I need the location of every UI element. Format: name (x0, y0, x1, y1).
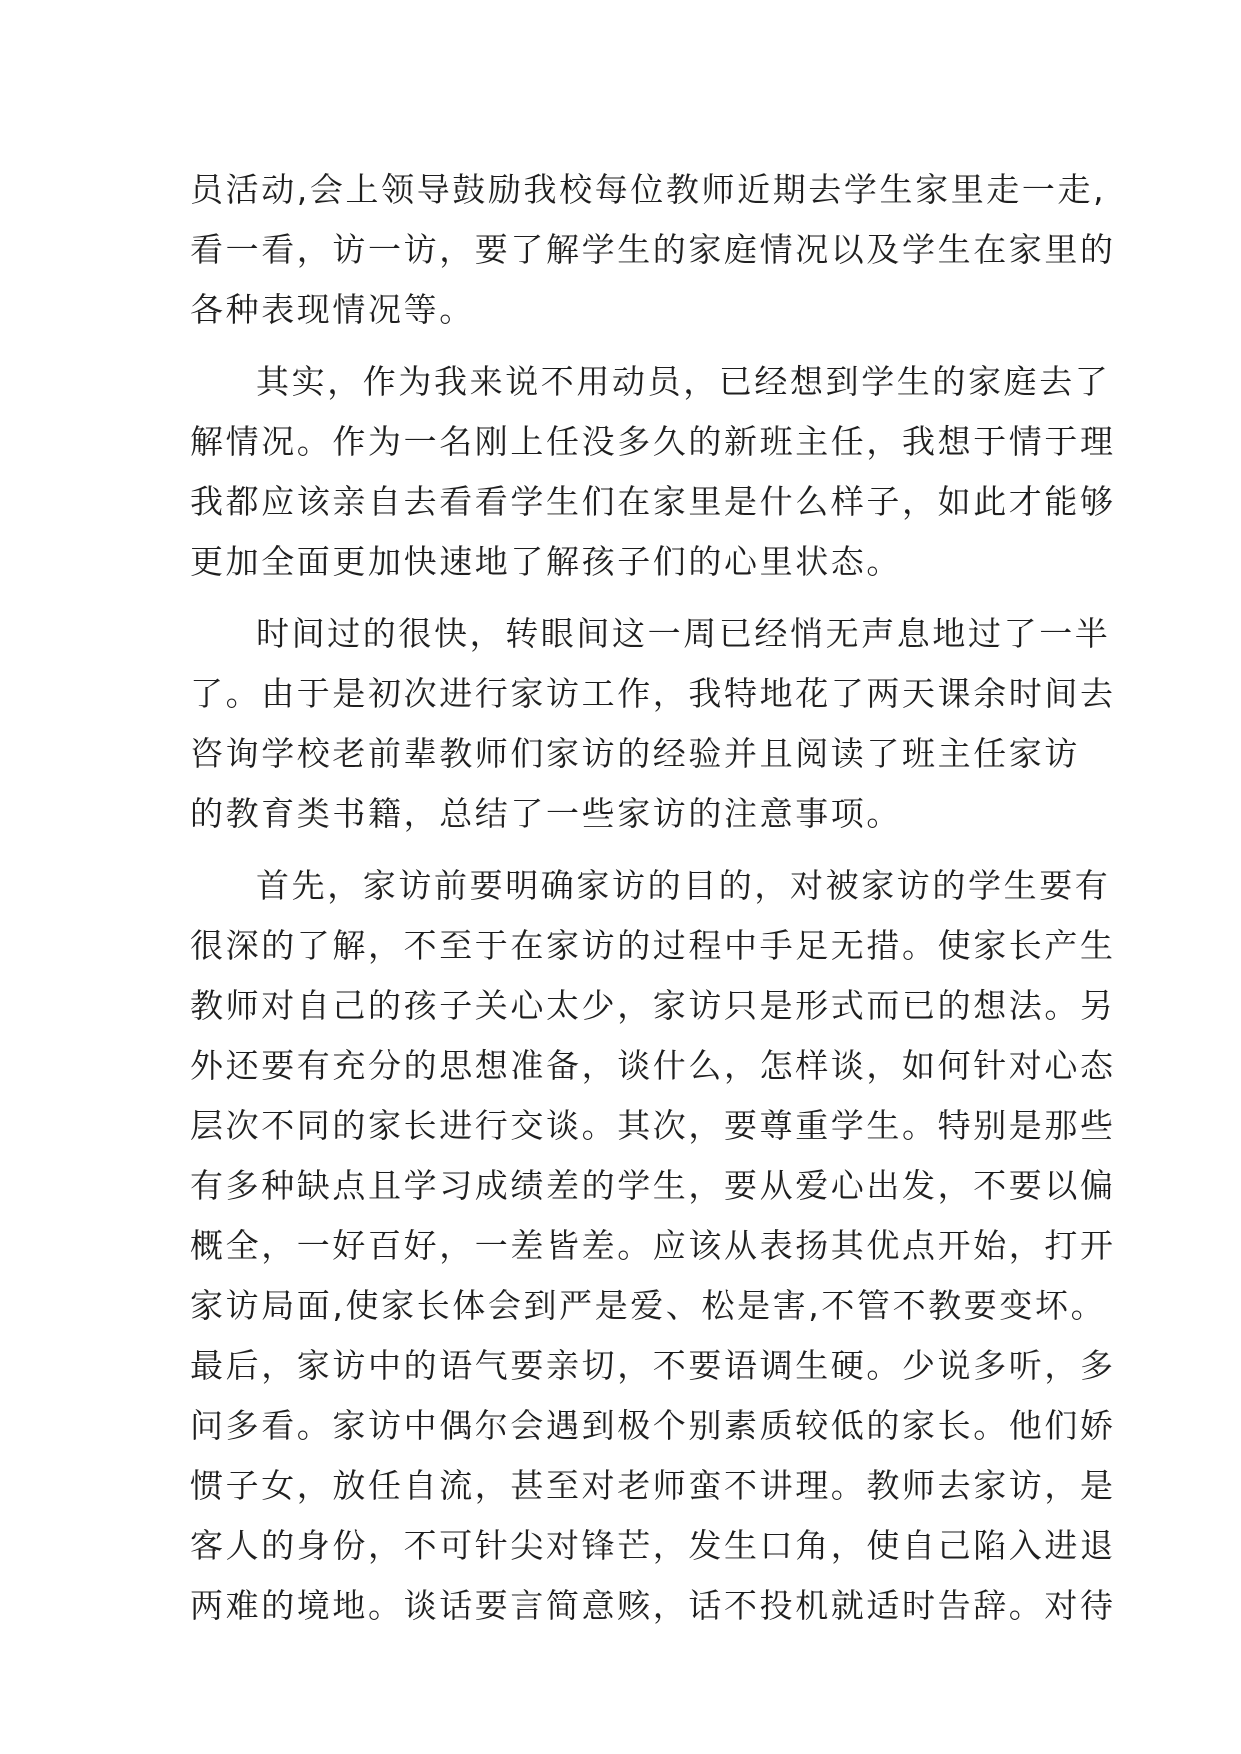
text-line: 概全，一好百好，一差皆差。应该从表扬其优点开始，打开 (190, 1226, 1116, 1265)
text-line: 员活动,会上领导鼓励我校每位教师近期去学生家里走一走, (190, 170, 1107, 209)
text-line: 惯子女，放任自流，甚至对老师蛮不讲理。教师去家访，是 (190, 1466, 1116, 1505)
text-line: 更加全面更加快速地了解孩子们的心里状态。 (190, 542, 902, 581)
text-line: 问多看。家访中偶尔会遇到极个别素质较低的家长。他们娇 (190, 1406, 1116, 1445)
text-line: 各种表现情况等。 (190, 290, 475, 329)
text-line: 有多种缺点且学习成绩差的学生，要从爱心出发，不要以偏 (190, 1166, 1116, 1205)
paragraph-first-line: 其实，作为我来说不用动员，已经想到学生的家庭去了 (256, 362, 1111, 401)
text-line: 两难的境地。谈话要言简意赅，话不投机就适时告辞。对待 (190, 1586, 1116, 1625)
text-line: 咨询学校老前辈教师们家访的经验并且阅读了班主任家访 (190, 734, 1080, 773)
text-line: 我都应该亲自去看看学生们在家里是什么样子，如此才能够 (190, 482, 1116, 521)
text-line: 看一看，访一访，要了解学生的家庭情况以及学生在家里的 (190, 230, 1116, 269)
paragraph-first-line: 首先，家访前要明确家访的目的，对被家访的学生要有 (256, 866, 1111, 905)
text-line: 很深的了解，不至于在家访的过程中手足无措。使家长产生 (190, 926, 1116, 965)
text-line: 最后，家访中的语气要亲切，不要语调生硬。少说多听，多 (190, 1346, 1116, 1385)
text-line: 客人的身份，不可针尖对锋芒，发生口角，使自己陷入进退 (190, 1526, 1116, 1565)
text-line: 解情况。作为一名刚上任没多久的新班主任，我想于情于理 (190, 422, 1116, 461)
body-text (190, 160, 1116, 1636)
text-line: 了。由于是初次进行家访工作，我特地花了两天课余时间去 (190, 674, 1116, 713)
text-line: 的教育类书籍，总结了一些家访的注意事项。 (190, 794, 902, 833)
text-line: 教师对自己的孩子关心太少，家访只是形式而已的想法。另 (190, 986, 1116, 1025)
paragraph-first-line: 时间过的很快，转眼间这一周已经悄无声息地过了一半 (256, 614, 1111, 653)
text-line: 外还要有充分的思想准备，谈什么，怎样谈，如何针对心态 (190, 1046, 1116, 1085)
text-line: 家访局面,使家长体会到严是爱、松是害,不管不教要变坏。 (190, 1286, 1107, 1325)
text-line: 层次不同的家长进行交谈。其次，要尊重学生。特别是那些 (190, 1106, 1116, 1145)
